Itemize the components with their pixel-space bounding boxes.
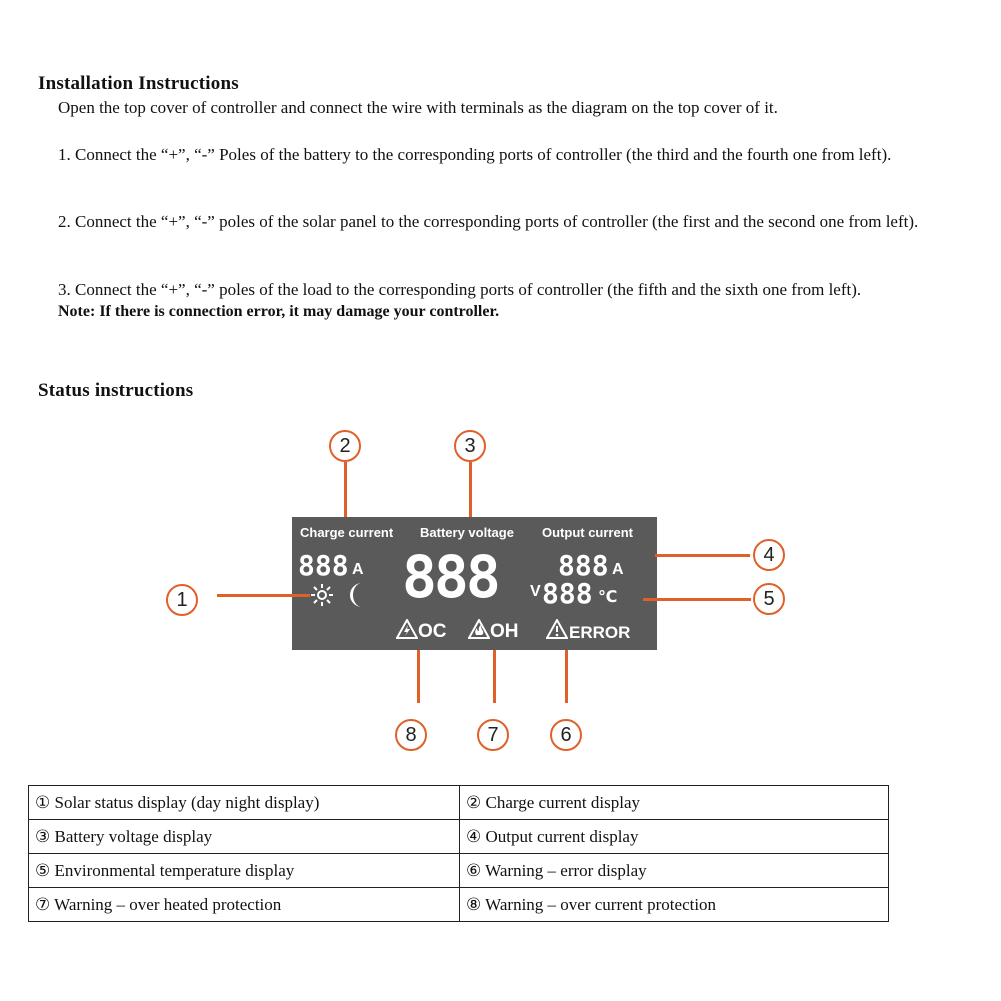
installation-intro: Open the top cover of controller and connect the wire with terminals as the diagram on the top cover of it. [58, 98, 778, 117]
callout-3-line [469, 462, 472, 517]
legend-cell: ⑥ Warning – error display [460, 854, 889, 888]
error-warning-icon [546, 619, 568, 639]
table-row [29, 820, 889, 854]
callout-2-line [344, 462, 347, 517]
callout-5: 5 [753, 583, 785, 615]
temperature-unit: ℃ [598, 589, 618, 606]
callout-3: 3 [454, 430, 486, 462]
table-row [29, 786, 889, 820]
installation-note: Note: If there is connection error, it may damage your controller. [58, 303, 500, 320]
legend-cell: ② Charge current display [460, 786, 889, 820]
installation-step-2: 2. Connect the “+”, “-” poles of the solar panel to the corresponding ports of controller (the first and the second one from left). [58, 212, 919, 231]
lcd-display-panel [292, 517, 657, 650]
callout-7-line [493, 650, 496, 703]
legend-cell: ⑤ Environmental temperature display [29, 854, 460, 888]
overcurrent-label: OC [418, 621, 447, 642]
legend-cell: ① Solar status display (day night display) [29, 786, 460, 820]
installation-step-3: 3. Connect the “+”, “-” poles of the load to the corresponding ports of controller (the fifth and the sixth one from left). [58, 280, 862, 299]
error-label: ERROR [569, 623, 631, 642]
callout-7: 7 [477, 719, 509, 751]
callout-1: 1 [166, 584, 198, 616]
legend-cell: ⑧ Warning – over current protection [460, 888, 889, 922]
installation-step-1: 1. Connect the “+”, “-” Poles of the battery to the corresponding ports of controller (the third and the fourth one from left). [58, 145, 892, 164]
callout-6-line [565, 650, 568, 703]
battery-voltage-unit: V [530, 583, 541, 600]
legend-cell: ④ Output current display [460, 820, 889, 854]
charge-current-digits: 888 [298, 549, 349, 582]
callout-1-line [217, 594, 310, 597]
table-row [29, 854, 889, 888]
charge-current-label: Charge current [300, 525, 394, 540]
output-current-label: Output current [542, 525, 633, 540]
callout-2: 2 [329, 430, 361, 462]
battery-voltage-digits: 888 [402, 543, 498, 611]
legend-cell: ③ Battery voltage display [29, 820, 460, 854]
legend-table [28, 785, 889, 922]
output-current-digits: 888 [558, 549, 609, 582]
moon-icon [344, 581, 368, 609]
callout-4-line [655, 554, 750, 557]
callout-6: 6 [550, 719, 582, 751]
temperature-digits: 888 [542, 577, 593, 610]
table-row [29, 888, 889, 922]
legend-cell: ⑦ Warning – over heated protection [29, 888, 460, 922]
callout-4: 4 [753, 539, 785, 571]
battery-voltage-label: Battery voltage [420, 525, 514, 540]
output-current-unit: A [612, 561, 624, 578]
overheat-label: OH [490, 621, 519, 642]
charge-current-unit: A [352, 561, 364, 578]
callout-5-line [643, 598, 751, 601]
installation-heading: Installation Instructions [38, 73, 239, 94]
sun-icon [310, 583, 334, 607]
overheat-warning-icon [468, 619, 490, 639]
status-heading: Status instructions [38, 380, 194, 401]
callout-8-line [417, 650, 420, 703]
callout-8: 8 [395, 719, 427, 751]
overcurrent-warning-icon [396, 619, 418, 639]
